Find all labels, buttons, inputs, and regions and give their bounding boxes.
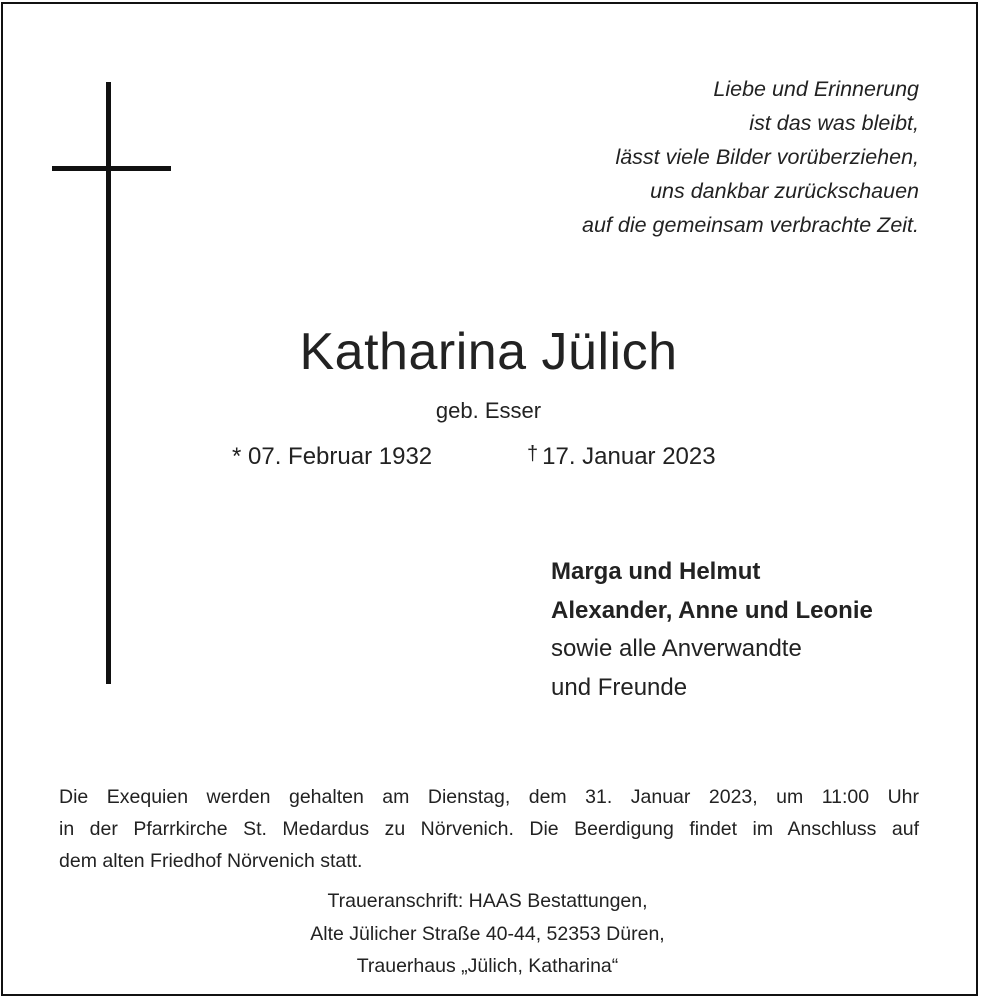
poem-line: auf die gemeinsam verbrachte Zeit.	[582, 213, 919, 237]
family-line: Marga und Helmut	[551, 558, 761, 585]
funeral-details	[59, 781, 919, 877]
mourning-address	[0, 885, 983, 983]
poem	[459, 72, 919, 242]
funeral-details-line: in der Pfarrkirche St. Medardus zu Nörvenich. Die Beerdigung findet im Anschluss auf	[59, 818, 919, 840]
poem-line: ist das was bleibt,	[749, 111, 919, 135]
family-line: und Freunde	[551, 673, 688, 701]
dagger-icon: †	[527, 443, 539, 465]
deceased-name-block	[0, 322, 983, 382]
funeral-details-line: Die Exequien werden gehalten am Dienstag, dem 31. Januar 2023, um 11:00 Uhr	[59, 786, 919, 808]
birth-symbol: *	[232, 443, 242, 470]
maiden-name-block	[0, 398, 983, 424]
address-line: Alte Jülicher Straße 40-44, 52353 Düren,	[310, 922, 665, 945]
death-date: 17. Januar 2023	[542, 443, 716, 470]
poem-line: uns dankbar zurückschauen	[650, 179, 919, 203]
death-date-block	[527, 443, 716, 471]
family-line: sowie alle Anverwandte	[551, 635, 802, 662]
poem-line: lässt viele Bilder vorüberziehen,	[615, 145, 919, 169]
address-line: Trauerhaus „Jülich, Katharina“	[356, 955, 619, 977]
deceased-name: Katharina Jülich	[299, 323, 678, 381]
poem-line: Liebe und Erinnerung	[713, 77, 919, 101]
family-line: Alexander, Anne und Leonie	[551, 596, 873, 624]
address-line: Traueranschrift: HAAS Bestattungen,	[327, 890, 648, 912]
birth-date-block	[232, 443, 432, 471]
cross-vertical-bar	[106, 82, 111, 684]
family-mourners	[551, 553, 873, 707]
cross-horizontal-bar	[52, 166, 171, 171]
funeral-details-line: dem alten Friedhof Nörvenich statt.	[59, 850, 363, 872]
maiden-name: geb. Esser	[435, 398, 542, 423]
birth-date: 07. Februar 1932	[248, 443, 433, 470]
